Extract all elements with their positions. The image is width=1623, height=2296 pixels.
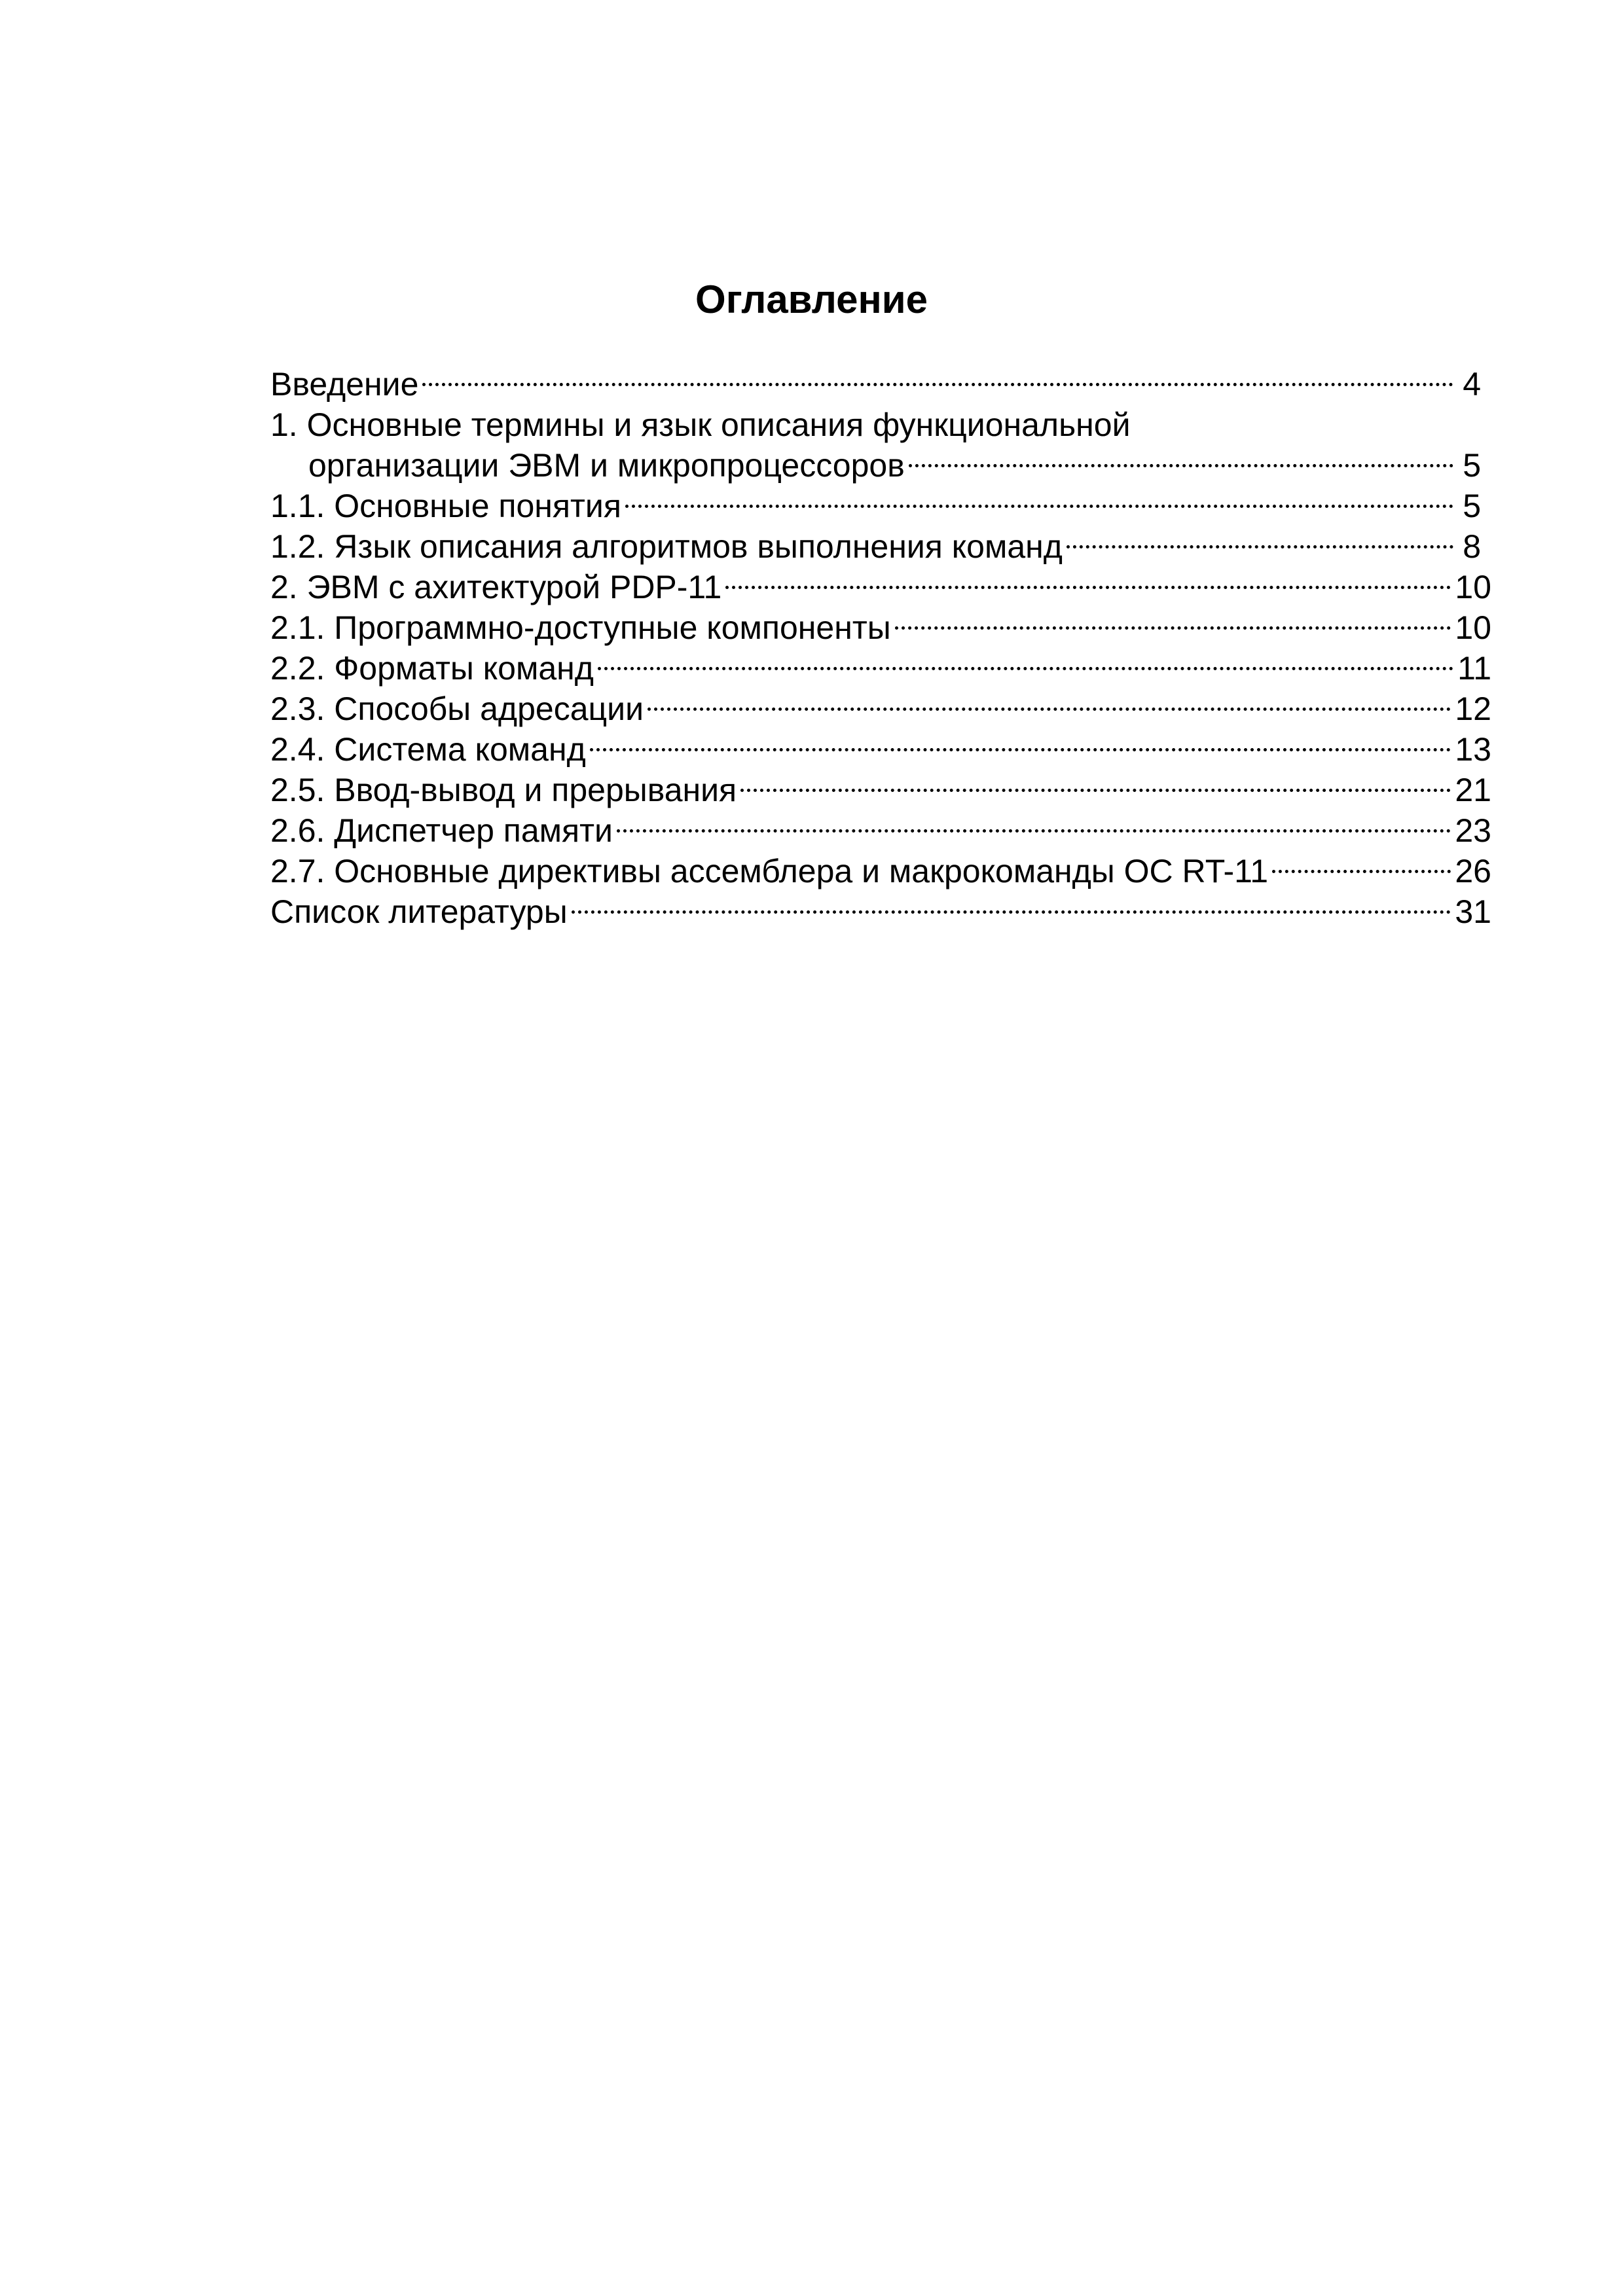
toc-entry-label: 2.2. Форматы команд [270, 648, 594, 689]
toc-entry-label: 1.2. Язык описания алгоритмов выполнения команд [270, 526, 1063, 567]
toc-entry-label: Введение [270, 364, 418, 404]
dot-leader [1272, 870, 1451, 873]
dot-leader [572, 910, 1451, 914]
toc-entry[interactable] [270, 729, 1491, 770]
dot-leader [909, 464, 1453, 467]
dot-leader [725, 586, 1451, 589]
toc-entry-page: 5 [1463, 447, 1481, 484]
toc-entry[interactable] [270, 851, 1491, 891]
table-of-contents [270, 364, 1491, 932]
toc-entry-page: 10 [1455, 609, 1491, 646]
toc-entry[interactable] [270, 607, 1491, 648]
toc-entry-label: 2.7. Основные директивы ассемблера и макрокоманды ОС RT-11 [270, 851, 1268, 891]
dot-leader [1067, 545, 1453, 548]
toc-entry[interactable] [270, 770, 1491, 810]
toc-entry-page: 5 [1463, 488, 1481, 524]
toc-entry-page: 21 [1455, 772, 1491, 808]
toc-entry[interactable] [270, 891, 1491, 932]
dot-leader [617, 829, 1451, 833]
toc-entry-label: 2.6. Диспетчер памяти [270, 810, 613, 851]
toc-entry-label: 2. ЭВМ с ахитектурой PDP-11 [270, 567, 721, 607]
toc-entry-label: 2.4. Система команд [270, 729, 586, 770]
toc-entry-label: 2.5. Ввод-вывод и прерывания [270, 770, 737, 810]
toc-entry[interactable] [270, 404, 1491, 445]
toc-entry-label: 2.3. Способы адресации [270, 689, 644, 729]
toc-entry-page: 10 [1455, 569, 1491, 605]
toc-entry[interactable] [270, 364, 1491, 404]
toc-entry-label: 1.1. Основные понятия [270, 486, 621, 526]
toc-entry-page: 4 [1463, 366, 1481, 403]
toc-entry-label: 2.1. Программно-доступные компоненты [270, 607, 891, 648]
toc-entry-page: 23 [1455, 812, 1491, 849]
toc-entry[interactable] [270, 486, 1491, 526]
dot-leader [422, 383, 1453, 386]
dot-leader [647, 708, 1451, 711]
toc-entry-page: 8 [1463, 528, 1481, 565]
toc-entry-page: 12 [1455, 691, 1491, 727]
toc-entry[interactable] [270, 810, 1491, 851]
toc-entry-label: 1. Основные термины и язык описания функциональной [270, 404, 1131, 445]
toc-entry[interactable] [270, 689, 1491, 729]
dot-leader [625, 505, 1453, 508]
toc-entry-page: 11 [1457, 650, 1491, 687]
toc-entry-page: 26 [1455, 853, 1491, 889]
dot-leader [590, 748, 1451, 751]
toc-entry[interactable] [270, 445, 1491, 486]
toc-entry-label: организации ЭВМ и микропроцессоров [270, 445, 905, 486]
toc-entry[interactable] [270, 567, 1491, 607]
toc-entry-page: 31 [1455, 893, 1491, 930]
dot-leader [895, 626, 1451, 630]
toc-entry-page: 13 [1455, 731, 1491, 768]
dot-leader [740, 789, 1451, 792]
toc-entry-label: Список литературы [270, 891, 568, 932]
dot-leader [598, 667, 1453, 670]
toc-entry[interactable] [270, 526, 1491, 567]
toc-entry[interactable] [270, 648, 1491, 689]
toc-title: Оглавление [695, 278, 928, 321]
